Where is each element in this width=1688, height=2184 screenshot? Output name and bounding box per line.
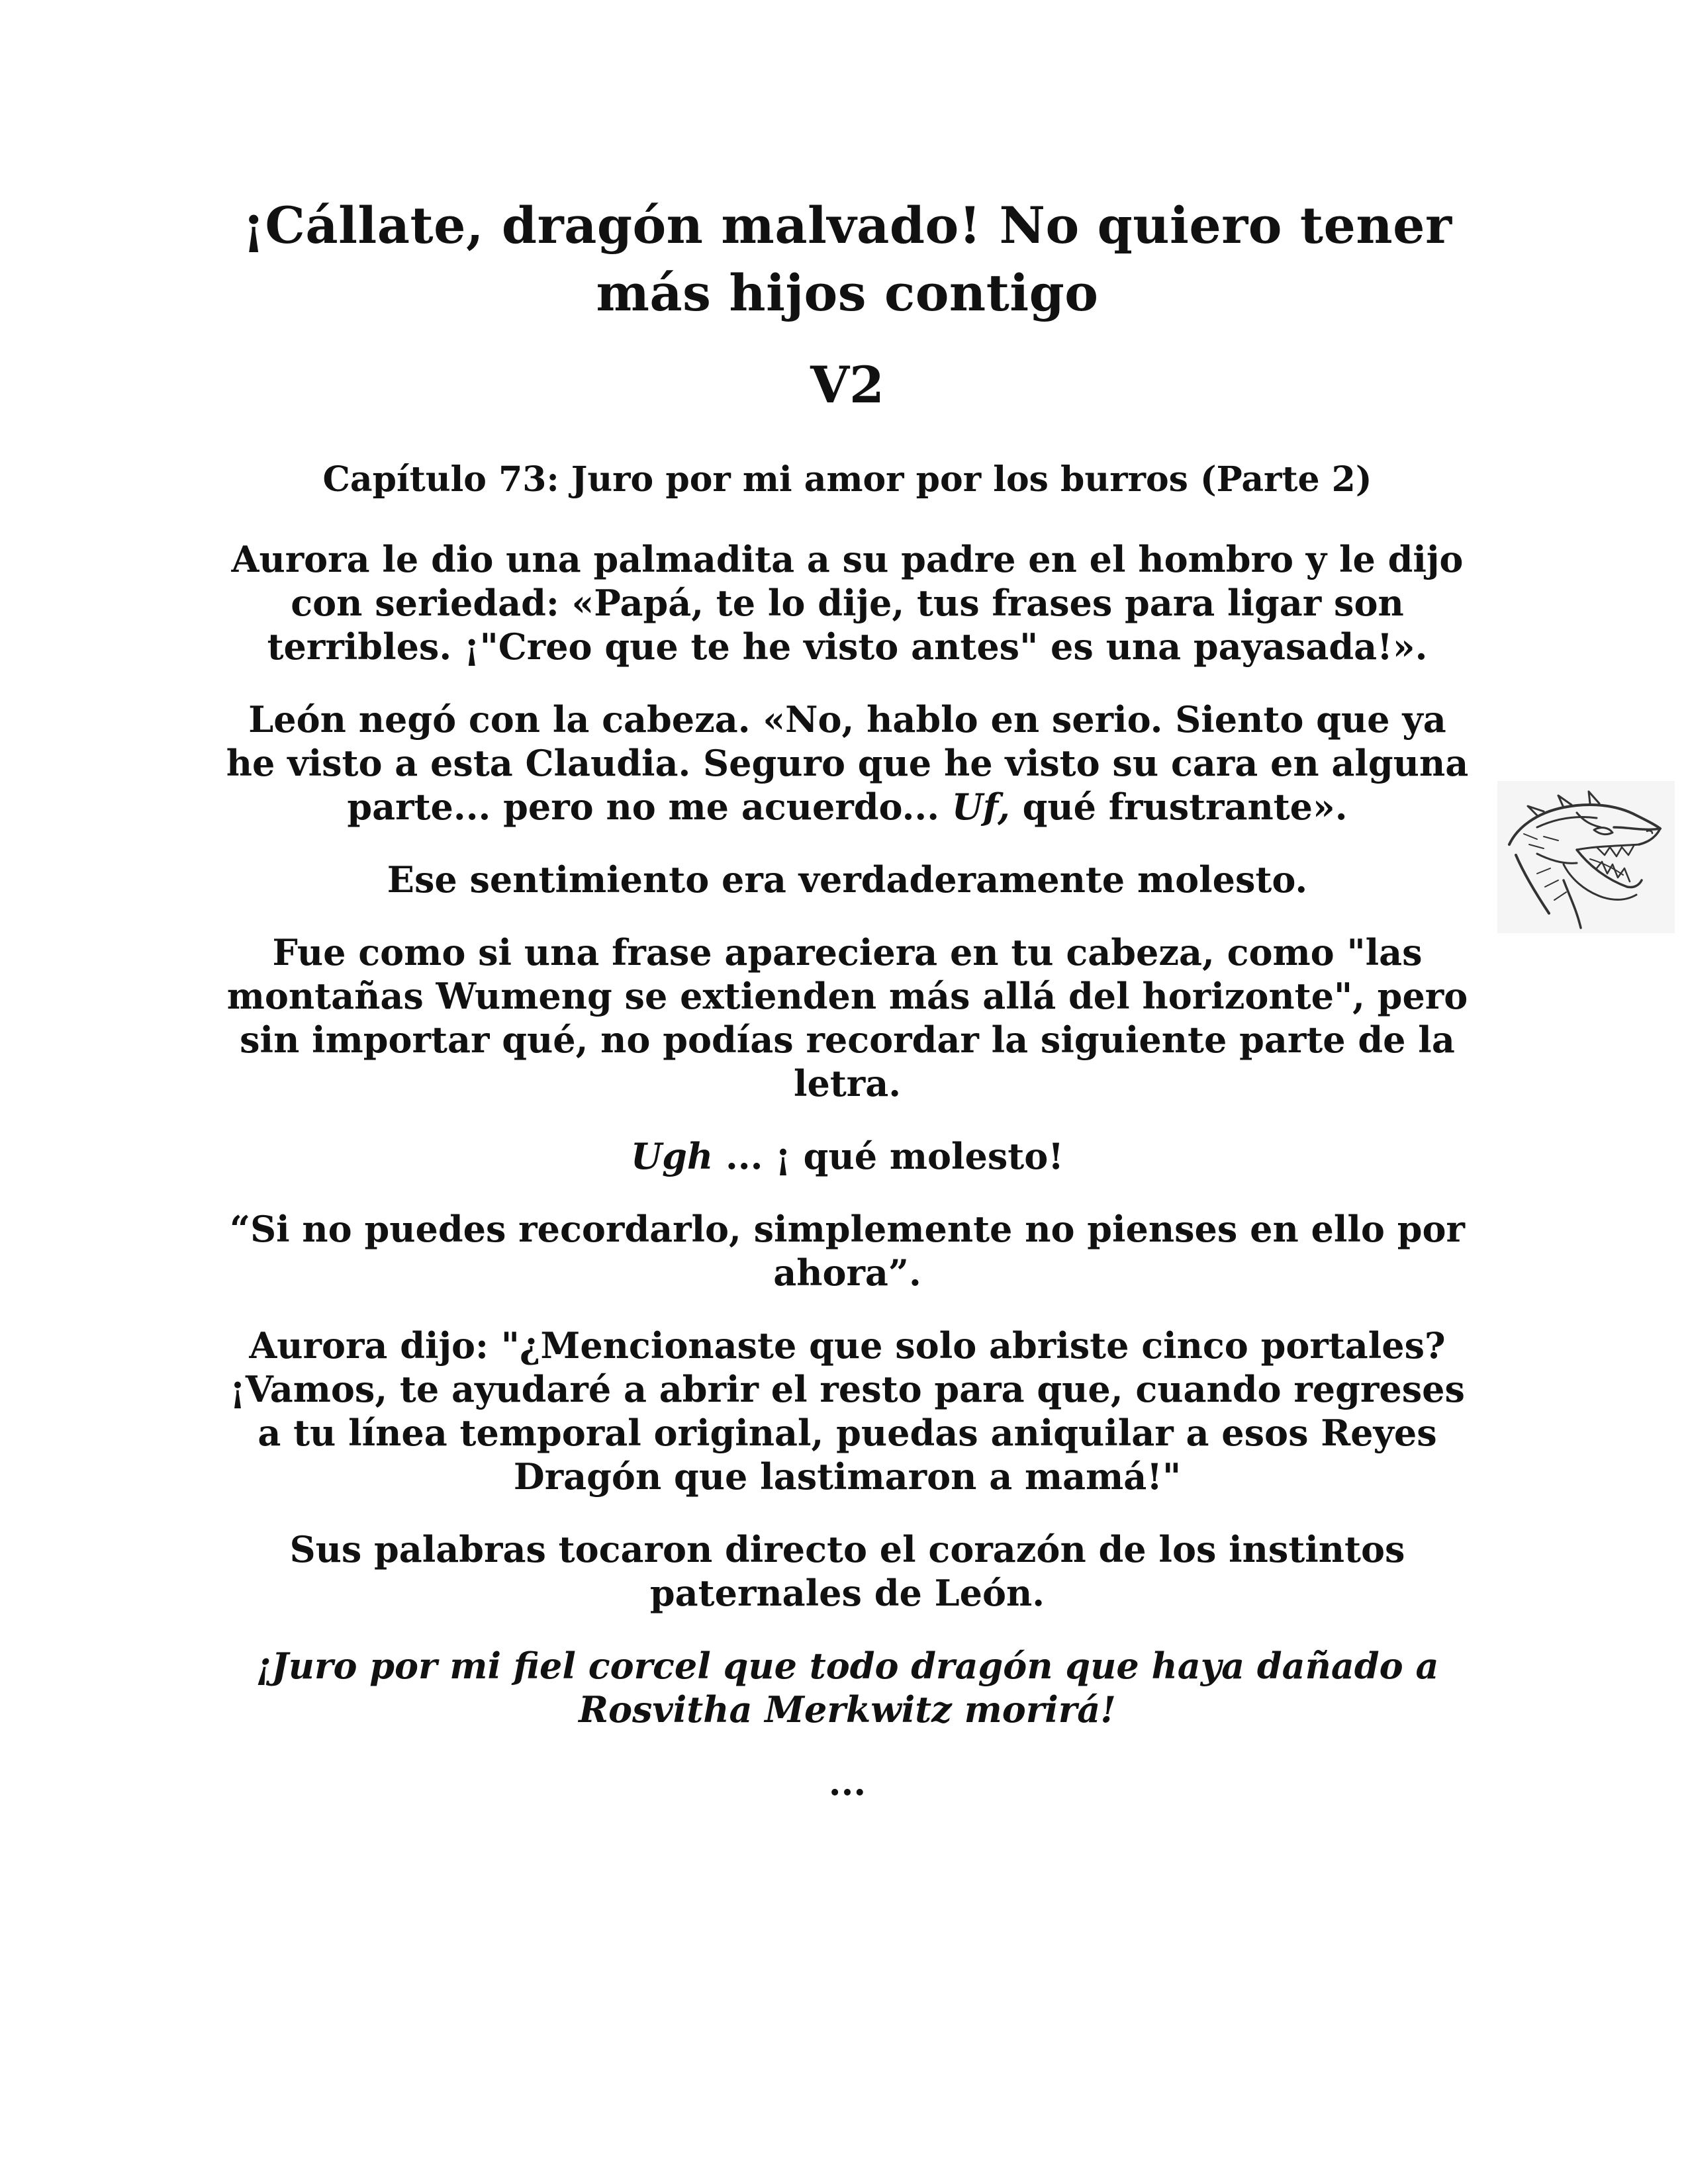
paragraph-8: Sus palabras tocaron directo el corazón de los instintos paternales de León. <box>289 1528 1405 1614</box>
paragraph-5-end: ... ¡ qué molesto! <box>725 1135 1064 1177</box>
paragraph-2 <box>218 698 1476 829</box>
paragraph-9: ¡Juro por mi fiel corcel que todo dragón que haya dañado a Rosvitha Merkwitz morirá! <box>256 1645 1439 1731</box>
paragraph-1: Aurora le dio una palmadita a su padre en el hombro y le dijo con seriedad: «Papá, te lo dije, tus frases para ligar son terribles. ¡"Creo que te he visto antes" es una payasada!». <box>231 538 1464 668</box>
paragraph-5 <box>218 1134 1476 1178</box>
paragraph-2-start: León negó con la cabeza. «No, hablo en serio. Siento que ya he visto a esta Claudia. Seguro que he visto su cara en alguna parte... pero no me acuerdo... <box>226 698 1469 828</box>
paragraph-2-end: qué frustrante». <box>1022 786 1348 828</box>
chapter-heading: Capítulo 73: Juro por mi amor por los burros (Parte 2) <box>322 459 1372 500</box>
paragraph-7: Aurora dijo: "¿Mencionaste que solo abriste cinco portales? ¡Vamos, te ayudaré a abrir el resto para que, cuando regreses a tu línea temporal original, puedas aniquilar a esos Reyes Dragón que lastimaron a mamá!" <box>230 1324 1465 1498</box>
paragraph-2-italic: Uf, <box>951 786 1010 828</box>
volume-label: V2 <box>810 355 884 414</box>
paragraph-4: Fue como si una frase apareciera en tu cabeza, como "las montañas Wumeng se extienden más allá del horizonte", pero sin importar qué, no podías recordar la siguiente parte de la letra. <box>226 931 1468 1105</box>
title-line-1: ¡Cállate, dragón malvado! No quiero tener <box>242 196 1452 255</box>
text-column <box>218 192 1476 1804</box>
dragon-head-sketch-icon <box>1497 781 1675 933</box>
document-title <box>218 192 1476 327</box>
paragraph-5-italic: Ugh <box>631 1135 714 1177</box>
title-line-2: más hijos contigo <box>596 263 1099 322</box>
end-ellipsis: ... <box>828 1761 867 1803</box>
paragraph-6: “Si no puedes recordarlo, simplemente no pienses en ello por ahora”. <box>230 1208 1465 1294</box>
paragraph-3: Ese sentimiento era verdaderamente molesto. <box>387 858 1308 901</box>
